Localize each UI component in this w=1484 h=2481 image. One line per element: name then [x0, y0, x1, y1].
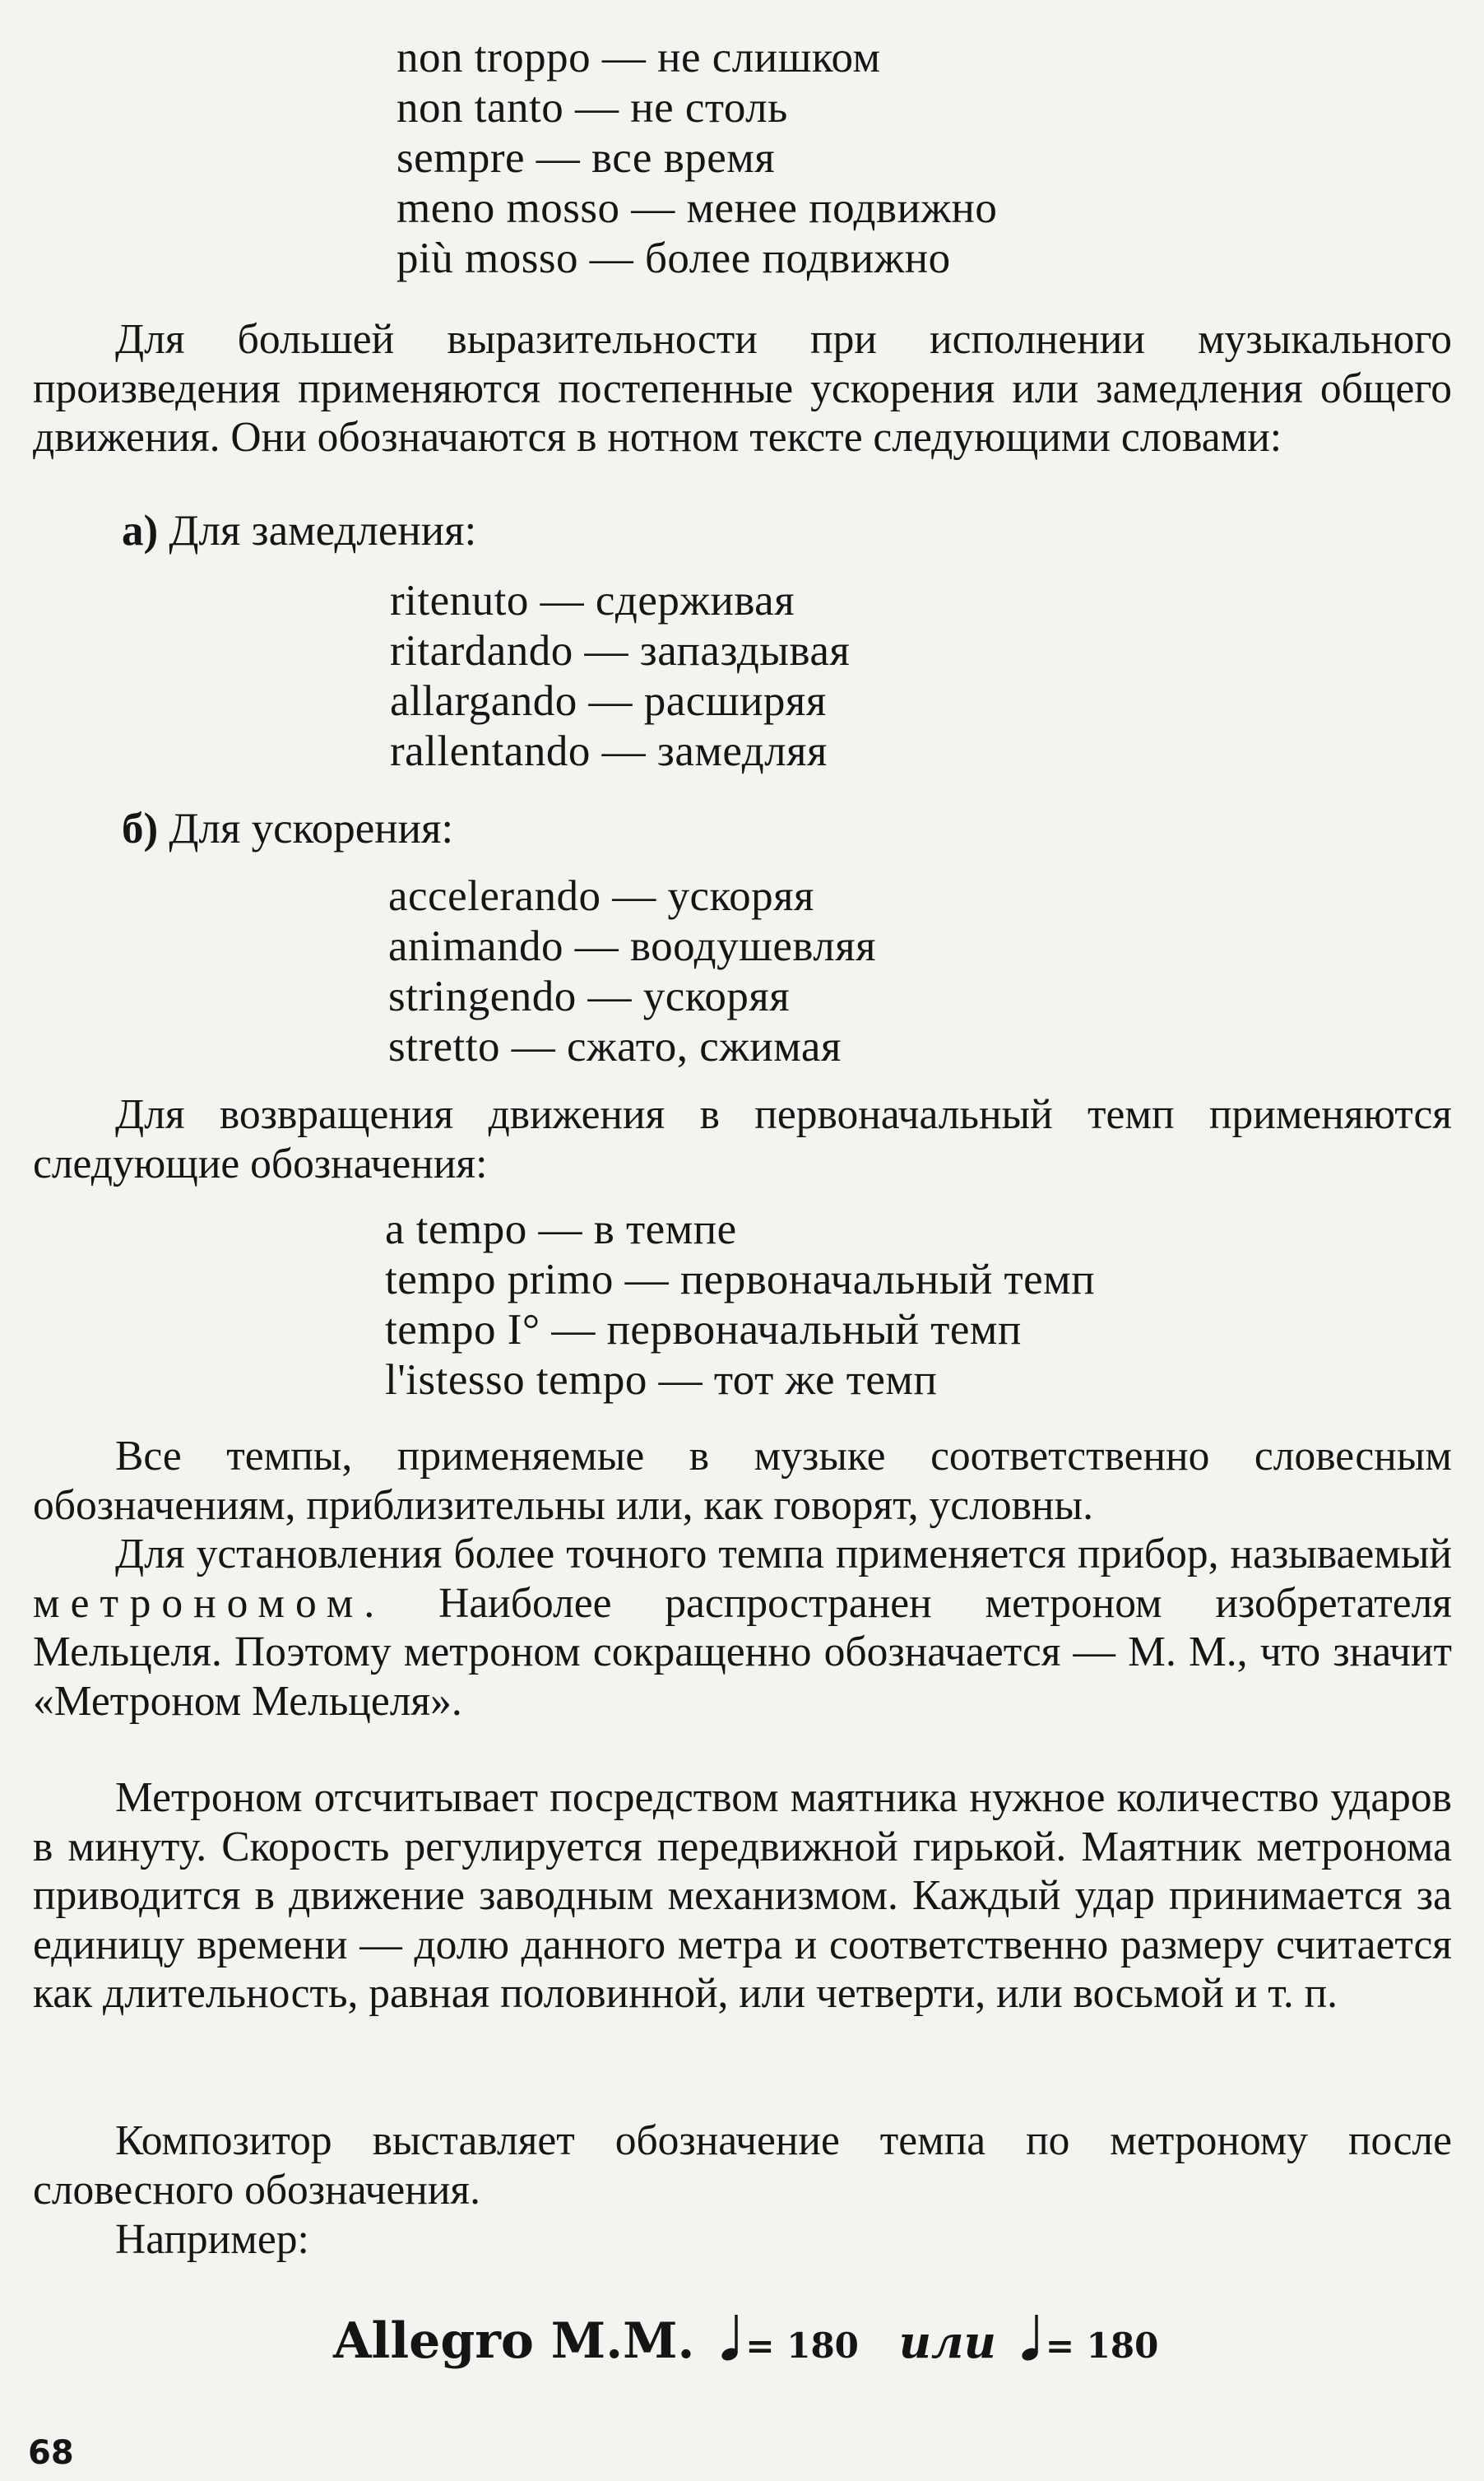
metronome-value: = 180 — [745, 2325, 859, 2366]
list-item: l'istesso tempo — тот же темп — [385, 1356, 938, 1404]
metronome-term: метрономом. — [33, 1579, 386, 1627]
paragraph-intro: Для большей выразительности при исполнении музыкального произведения применяются постепенные ускорения или замедления общего движения. Они обозначаются в нотном тексте следующими словами: — [33, 316, 1452, 461]
tempo-modifiers-list — [397, 33, 997, 284]
list-item: ritardando — запаздывая — [390, 627, 851, 675]
metronome-example — [333, 2308, 1158, 2379]
heading-text: Для ускорения: — [169, 805, 454, 853]
accelerating-terms-list — [388, 871, 876, 1072]
list-item: stretto — сжато, сжимая — [388, 1023, 842, 1071]
paragraph-composer: Композитор выставляет обозначение темпа по метроному после словесного обозначения. — [33, 2117, 1452, 2214]
list-item: a tempo — в темпе — [385, 1206, 737, 1253]
list-item: non troppo — не слишком — [397, 34, 881, 81]
list-item: tempo primo — первоначальный темп — [385, 1256, 1096, 1303]
paragraph-example-label: Например: — [115, 2216, 309, 2263]
heading-text: Для замедления: — [169, 507, 477, 555]
metronome-value: = 180 — [1045, 2325, 1159, 2366]
paragraph-metronome: Для установления более точного темпа применяется прибор, называемый метрономом. Наиболее распространен метроном изобретателя Мельцеля. Поэтому метроном сокращенно обозначается — М. М., что значит «Метроном Мельцеля». — [33, 1531, 1452, 1725]
half-note-icon — [1019, 2313, 1041, 2363]
list-item: non tanto — не столь — [397, 84, 788, 132]
paragraph-pendulum: Метроном отсчитывает посредством маятника нужное количество ударов в минуту. Скорость регулируется передвижной гирькой. Маятник метронома приводится в движение заводным механизмом. Каждый удар принимается за единицу времени — долю данного метра и соответственно размеру считается как длительность, равная половинной, или четверти, или восьмой и т. п. — [33, 1774, 1452, 2017]
paragraph-conditional-tempos: Все темпы, применяемые в музыке соответственно словесным обозначениям, приблизительны или, как говорят, условны. — [33, 1433, 1452, 1529]
list-item: sempre — все время — [397, 134, 776, 182]
paragraph-return: Для возвращения движения в первоначальный темп применяются следующие обозначения: — [33, 1091, 1452, 1187]
list-item: accelerando — ускоряя — [388, 872, 814, 920]
list-item: ritenuto — сдерживая — [390, 577, 795, 625]
heading-marker: а) — [122, 507, 159, 555]
heading-marker: б) — [122, 805, 159, 853]
page-number: 68 — [28, 2434, 74, 2472]
metronome-abbreviation: M.M. — [550, 2312, 695, 2370]
list-item: stringendo — ускоряя — [388, 973, 791, 1020]
list-item: meno mosso — менее подвижно — [397, 184, 998, 232]
heading-slowing — [122, 506, 476, 555]
list-item: allargando — расширяя — [390, 677, 827, 725]
tempo-word: Allegro — [333, 2312, 534, 2370]
return-terms-list — [385, 1205, 1095, 1405]
heading-accelerating — [122, 804, 453, 853]
list-item: tempo I° — первоначальный темп — [385, 1306, 1022, 1354]
slowing-terms-list — [390, 576, 850, 777]
list-item: più mosso — более подвижно — [397, 235, 951, 282]
or-word: или — [898, 2316, 996, 2368]
list-item: rallentando — замедляя — [390, 727, 828, 775]
quarter-note-icon — [719, 2313, 740, 2363]
list-item: animando — воодушевляя — [388, 922, 876, 970]
